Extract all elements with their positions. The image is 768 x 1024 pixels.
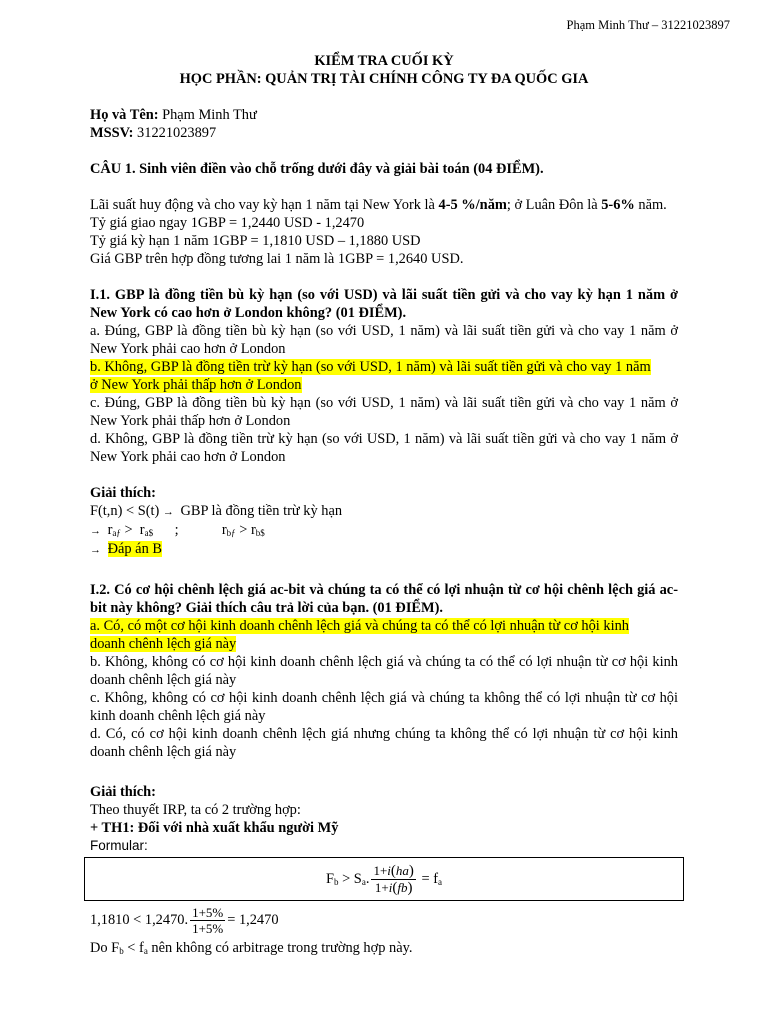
formula-fraction: $\frac{1+i(ha)}{1+i(fb)}$	[373, 862, 414, 896]
doc-title: KIỂM TRA CUỐI KỲ	[314, 53, 454, 69]
q1-spot-rate: Tỷ giá giao ngay 1GBP = 1,2440 USD - 1,2470	[90, 215, 365, 231]
formula-box: $F_b > S_a$. $\frac{1+i(ha)}{1+i(fb)}$ = $f_a$	[84, 857, 684, 901]
i1-option-a: a. Đúng, GBP là đồng tiền bù kỳ hạn (so với USD, 1 năm) và lãi suất tiền gửi và cho vay 1 năm ở New York phải cao hơn ở London	[90, 323, 678, 357]
right-arrow-icon: →	[90, 544, 101, 556]
right-arrow-icon: →	[162, 506, 174, 518]
i2-case1: + TH1: Đối với nhà xuất khẩu người Mỹ	[90, 820, 339, 836]
i2-option-b: b. Không, không có cơ hội kinh doanh chênh lệch giá và chúng ta có thể có lợi nhuận từ cơ hội kinh doanh chênh lệch giá này	[90, 654, 678, 688]
i1-question: I.1. GBP là đồng tiền bù kỳ hạn (so với USD) và lãi suất tiền gửi và cho vay kỳ hạn 1 năm ở New York có cao hơn ở London không? (01 ĐIỂM).	[90, 287, 678, 321]
i2-explain-label: Giải thích:	[90, 784, 156, 800]
student-name: Họ và Tên: Phạm Minh Thư	[90, 107, 257, 123]
q1-futures-rate: Giá GBP trên hợp đồng tương lai 1 năm là 1GBP = 1,2640 USD.	[90, 251, 464, 267]
header-author: Phạm Minh Thư – 31221023897	[566, 18, 730, 32]
i1-explain-line1: F(t,n) < S(t) → GBP là đồng tiền trừ kỳ hạn	[90, 503, 343, 519]
i2-conclusion: Do $F_b < f_a$ nên không có arbitrage trong trường hợp này.	[90, 940, 413, 956]
student-id: MSSV: 31221023897	[90, 125, 217, 141]
i2-option-a: a. Có, có một cơ hội kinh doanh chênh lệch giá và chúng ta có thể có lợi nhuận từ cơ hội kinh doanh chênh lệch giá này	[90, 618, 629, 652]
q1-intro: Lãi suất huy động và cho vay kỳ hạn 1 năm tại New York là 4-5 %/năm; ở Luân Đôn là 5-6% năm.	[90, 197, 667, 213]
i1-explain-line2: → $r_{aƒ} > r_{a\$}$ ; $r_{bƒ} > r_{b\$}$	[90, 522, 265, 538]
i1-answer: → Đáp án B	[90, 541, 162, 557]
i2-option-d: d. Có, có cơ hội kinh doanh chênh lệch giá nhưng chúng ta không thể có lợi nhuận từ cơ hội kinh doanh chênh lệch giá này	[90, 726, 678, 760]
i2-formular-label: Formular:	[90, 838, 148, 853]
i2-irp: Theo thuyết IRP, ta có 2 trường hợp:	[90, 802, 301, 818]
i2-question: I.2. Có cơ hội chênh lệch giá ac-bit và chúng ta có thể có lợi nhuận từ cơ hội chênh lệch giá ac-bit này không? Giải thích câu trả lời của bạn. (01 ĐIỂM).	[90, 582, 678, 616]
i1-option-b: b. Không, GBP là đồng tiền trừ kỳ hạn (so với USD, 1 năm) và lãi suất tiền gửi và cho vay 1 năm ở New York phải thấp hơn ở London	[90, 359, 651, 393]
i2-option-c: c. Không, không có cơ hội kinh doanh chênh lệch giá và chúng ta không thể có lợi nhuận từ cơ hội kinh doanh chênh lệch giá này	[90, 690, 678, 724]
doc-subtitle: HỌC PHẦN: QUẢN TRỊ TÀI CHÍNH CÔNG TY ĐA QUỐC GIA	[179, 71, 589, 87]
document-page	[90, 0, 678, 957]
i1-option-d: d. Không, GBP là đồng tiền trừ kỳ hạn (so với USD, 1 năm) và lãi suất tiền gửi và cho vay 1 năm ở New York phải cao hơn ở London	[90, 431, 678, 465]
q1-heading: CÂU 1. Sinh viên điền vào chỗ trống dưới đây và giải bài toán (04 ĐIỂM).	[90, 161, 544, 177]
i2-calc: 1,1810 < 1,2470. $\frac{1+5\%}{1+5\%}$ = 1,2470	[90, 904, 279, 936]
i1-explain-label: Giải thích:	[90, 485, 156, 501]
i1-option-c: c. Đúng, GBP là đồng tiền bù kỳ hạn (so với USD, 1 năm) và lãi suất tiền gửi và cho vay 1 năm ở New York phải thấp hơn ở London	[90, 395, 678, 429]
right-arrow-icon: →	[90, 525, 101, 537]
q1-forward-rate: Tỷ giá kỳ hạn 1 năm 1GBP = 1,1810 USD – 1,1880 USD	[90, 233, 421, 249]
